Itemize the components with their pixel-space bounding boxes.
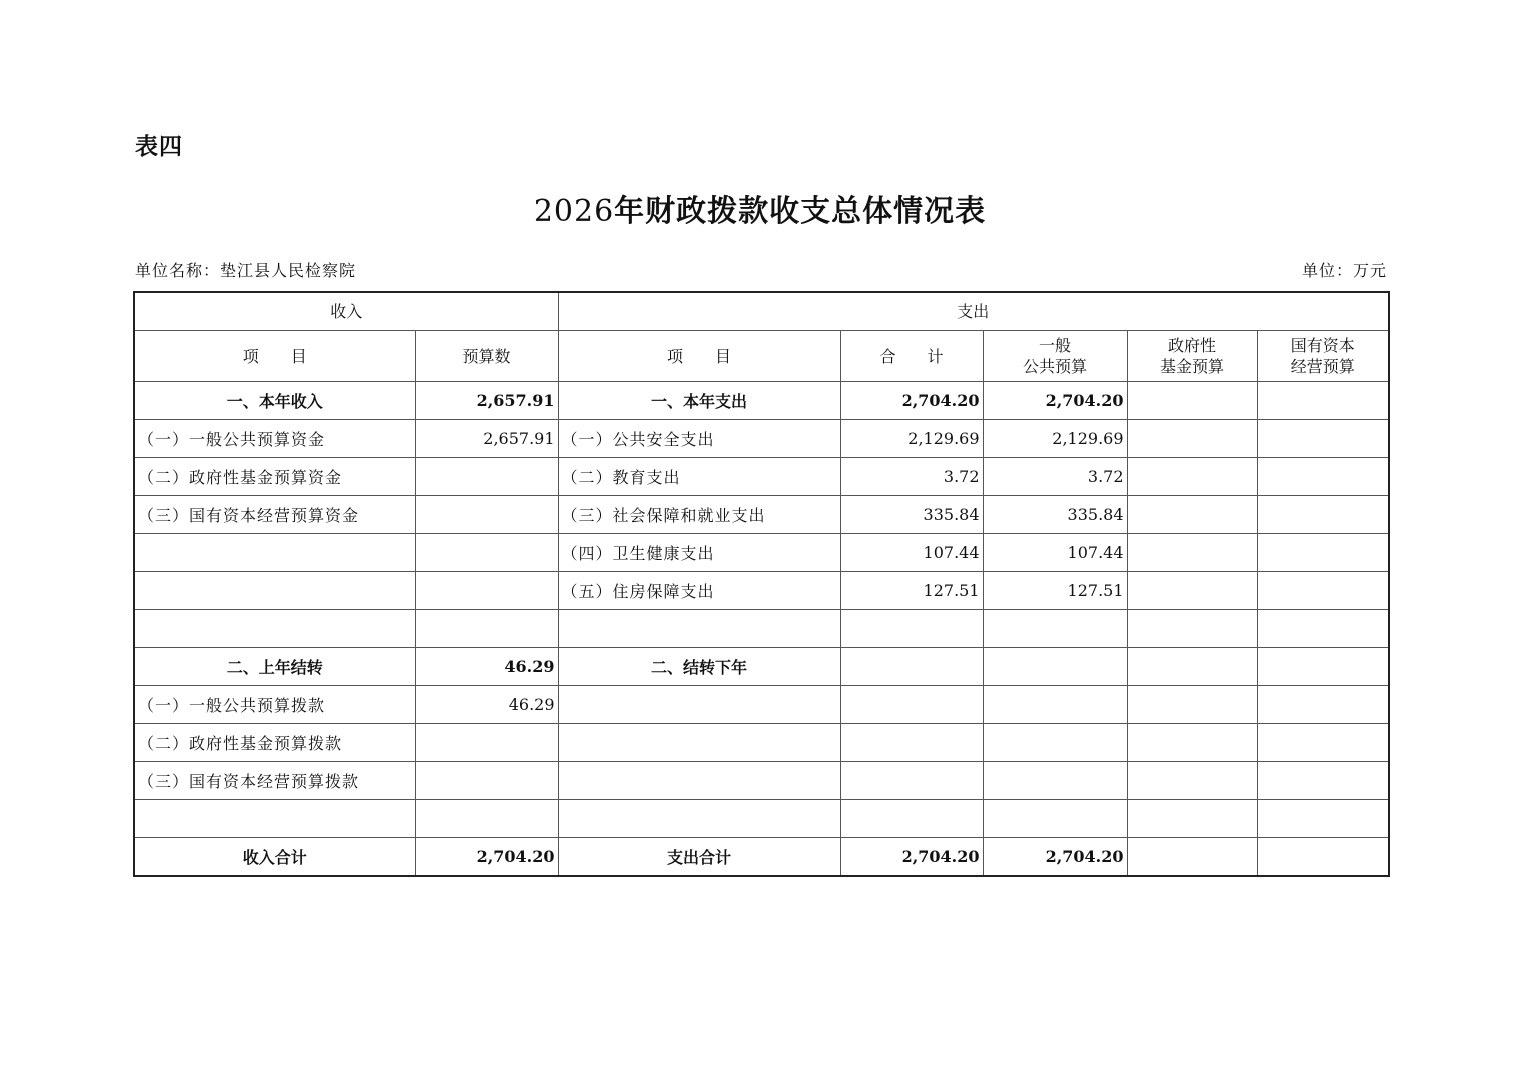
expense-item-cell: （三）社会保障和就业支出 — [558, 496, 840, 534]
fund-budget-cell — [1127, 648, 1257, 686]
income-item-cell: （一）一般公共预算资金 — [134, 420, 415, 458]
table-label: 表四 — [135, 134, 183, 160]
income-item-cell — [134, 572, 415, 610]
expense-item-cell — [558, 800, 840, 838]
general-budget-cell — [983, 724, 1127, 762]
total-cell — [840, 762, 983, 800]
fund-budget-header-line1: 政府性 — [1168, 336, 1217, 355]
total-cell: 2,704.20 — [840, 382, 983, 420]
state-capital-cell — [1257, 496, 1389, 534]
document-title — [0, 186, 1520, 230]
total-cell: 335.84 — [840, 496, 983, 534]
table-row — [134, 648, 1389, 686]
expense-item-cell: （五）住房保障支出 — [558, 572, 840, 610]
state-capital-cell — [1257, 724, 1389, 762]
general-budget-cell — [983, 800, 1127, 838]
total-cell — [840, 648, 983, 686]
income-item-cell — [134, 610, 415, 648]
table-row — [134, 420, 1389, 458]
table-row — [134, 534, 1389, 572]
income-item-cell: （三）国有资本经营预算拨款 — [134, 762, 415, 800]
expense-item-cell — [558, 686, 840, 724]
fund-budget-cell — [1127, 610, 1257, 648]
budget-table — [133, 291, 1390, 877]
table-row — [134, 382, 1389, 420]
fund-budget-cell — [1127, 686, 1257, 724]
general-budget-cell: 3.72 — [983, 458, 1127, 496]
expense-item-cell — [558, 762, 840, 800]
income-value-cell — [415, 496, 558, 534]
income-item-cell: 收入合计 — [134, 838, 415, 877]
state-capital-cell — [1257, 458, 1389, 496]
total-cell: 127.51 — [840, 572, 983, 610]
income-value-cell — [415, 762, 558, 800]
fund-budget-cell — [1127, 420, 1257, 458]
expense-item-cell: 一、本年支出 — [558, 382, 840, 420]
expense-header: 支出 — [558, 292, 1389, 331]
fund-budget-cell — [1127, 800, 1257, 838]
income-item-cell: （一）一般公共预算拨款 — [134, 686, 415, 724]
state-capital-cell — [1257, 838, 1389, 877]
table-row — [134, 572, 1389, 610]
table-row — [134, 762, 1389, 800]
income-value-cell — [415, 458, 558, 496]
income-item-cell — [134, 800, 415, 838]
general-budget-header — [983, 331, 1127, 382]
fund-budget-cell — [1127, 762, 1257, 800]
fund-budget-cell — [1127, 534, 1257, 572]
expense-item-header: 项 目 — [558, 331, 840, 382]
income-value-cell: 46.29 — [415, 648, 558, 686]
state-capital-cell — [1257, 382, 1389, 420]
income-item-header: 项 目 — [134, 331, 415, 382]
unit-name: 单位名称：垫江县人民检察院 — [135, 261, 357, 280]
expense-item-cell — [558, 610, 840, 648]
general-budget-cell — [983, 648, 1127, 686]
income-value-cell — [415, 610, 558, 648]
state-capital-header — [1257, 331, 1389, 382]
general-budget-cell: 2,704.20 — [983, 838, 1127, 877]
income-item-cell: （二）政府性基金预算拨款 — [134, 724, 415, 762]
income-value-cell: 2,657.91 — [415, 382, 558, 420]
fund-budget-cell — [1127, 496, 1257, 534]
state-capital-cell — [1257, 420, 1389, 458]
state-capital-cell — [1257, 762, 1389, 800]
income-header: 收入 — [134, 292, 558, 331]
general-budget-header-line2: 公共预算 — [1023, 357, 1088, 376]
fund-budget-cell — [1127, 838, 1257, 877]
general-budget-cell: 2,704.20 — [983, 382, 1127, 420]
fund-budget-cell — [1127, 572, 1257, 610]
total-cell — [840, 800, 983, 838]
state-capital-cell — [1257, 800, 1389, 838]
state-capital-cell — [1257, 534, 1389, 572]
total-cell — [840, 724, 983, 762]
expense-item-cell: （二）教育支出 — [558, 458, 840, 496]
table-row — [134, 686, 1389, 724]
income-item-cell: 一、本年收入 — [134, 382, 415, 420]
table-row — [134, 724, 1389, 762]
expense-item-cell: （四）卫生健康支出 — [558, 534, 840, 572]
total-cell: 107.44 — [840, 534, 983, 572]
column-header-row — [134, 331, 1389, 382]
fund-budget-header — [1127, 331, 1257, 382]
state-capital-cell — [1257, 686, 1389, 724]
table-body — [134, 382, 1389, 877]
total-cell: 2,704.20 — [840, 838, 983, 877]
expense-item-cell: 二、结转下年 — [558, 648, 840, 686]
state-capital-cell — [1257, 648, 1389, 686]
income-item-cell: 二、上年结转 — [134, 648, 415, 686]
table-row — [134, 496, 1389, 534]
expense-item-cell: （一）公共安全支出 — [558, 420, 840, 458]
section-header-row — [134, 292, 1389, 331]
general-budget-cell — [983, 762, 1127, 800]
income-budget-header: 预算数 — [415, 331, 558, 382]
title-text: 年财政拨款收支总体情况表 — [614, 194, 987, 229]
income-value-cell: 2,657.91 — [415, 420, 558, 458]
expense-item-cell: 支出合计 — [558, 838, 840, 877]
income-value-cell — [415, 572, 558, 610]
expense-item-cell — [558, 724, 840, 762]
income-value-cell: 46.29 — [415, 686, 558, 724]
total-cell — [840, 686, 983, 724]
general-budget-header-line1: 一般 — [1039, 336, 1072, 355]
total-cell — [840, 610, 983, 648]
general-budget-cell — [983, 686, 1127, 724]
income-item-cell: （二）政府性基金预算资金 — [134, 458, 415, 496]
income-value-cell — [415, 800, 558, 838]
table-row — [134, 800, 1389, 838]
income-value-cell — [415, 724, 558, 762]
income-item-cell — [134, 534, 415, 572]
general-budget-cell — [983, 610, 1127, 648]
general-budget-cell: 107.44 — [983, 534, 1127, 572]
total-cell: 2,129.69 — [840, 420, 983, 458]
table-row — [134, 838, 1389, 877]
total-cell: 3.72 — [840, 458, 983, 496]
state-capital-cell — [1257, 572, 1389, 610]
fund-budget-cell — [1127, 458, 1257, 496]
general-budget-cell: 127.51 — [983, 572, 1127, 610]
income-item-cell: （三）国有资本经营预算资金 — [134, 496, 415, 534]
income-value-cell — [415, 534, 558, 572]
general-budget-cell: 335.84 — [983, 496, 1127, 534]
fund-budget-header-line2: 基金预算 — [1160, 357, 1225, 376]
table-row — [134, 610, 1389, 648]
income-value-cell: 2,704.20 — [415, 838, 558, 877]
state-capital-header-line2: 经营预算 — [1290, 357, 1355, 376]
fund-budget-cell — [1127, 724, 1257, 762]
fund-budget-cell — [1127, 382, 1257, 420]
table-row — [134, 458, 1389, 496]
state-capital-cell — [1257, 610, 1389, 648]
currency-unit: 单位：万元 — [1301, 261, 1387, 280]
total-header: 合 计 — [840, 331, 983, 382]
title-year: 2026 — [533, 194, 615, 229]
state-capital-header-line1: 国有资本 — [1290, 336, 1355, 355]
general-budget-cell: 2,129.69 — [983, 420, 1127, 458]
